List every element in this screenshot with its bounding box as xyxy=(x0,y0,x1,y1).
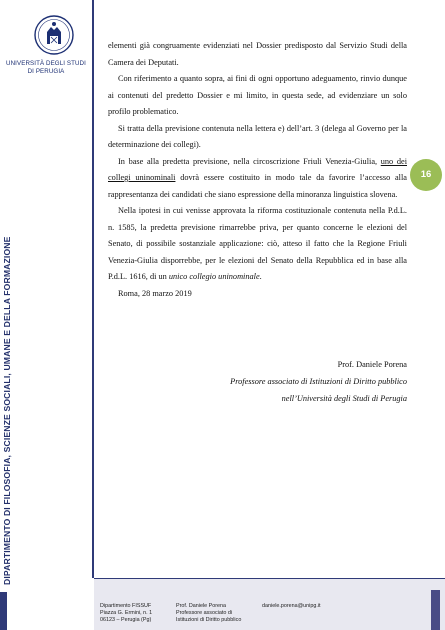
paragraph-5-text-a: Nella ipotesi in cui venisse approvata la riforma costituzionale contenuta nella P.d.L. n. 1585, la predetta previsione rimarrebbe priva, per quanto concerne le elezioni del Senato, di possibile sostanziale applicazione: ciò, atteso il fatto che la Regione Friuli Venezia-Giulia disporrebbe, per le elezioni del Senato della Repubblica ed in base alla P.d.L. 1616, di un xyxy=(108,206,407,281)
department-name-vertical: DIPARTIMENTO DI FILOSOFIA, SCIENZE SOCIALI, UMANE E DELLA FORMAZIONE xyxy=(2,236,12,585)
paragraph-2: Con riferimento a quanto sopra, ai fini di ogni opportuno adeguamento, rinvio dunque ai contenuti del predetto Dossier e mi limito, in questa sede, ad evidenziare un solo profilo problematico. xyxy=(108,74,407,116)
footer-author-line-1: Prof. Daniele Porena xyxy=(176,603,227,609)
university-name-line-2: DI PERUGIA xyxy=(27,67,65,75)
signatory-name: Prof. Daniele Porena xyxy=(337,360,407,369)
footer-email[interactable] xyxy=(262,603,321,610)
footer-department-address xyxy=(100,603,152,625)
paragraph-3: Si tratta della previsione contenuta nella lettera e) dell’art. 3 (delega al Governo per la determinazione dei collegi). xyxy=(108,123,407,149)
sidebar-vertical-rule xyxy=(92,0,94,578)
footer-divider xyxy=(94,578,445,579)
signature-block xyxy=(230,356,407,407)
footer-email-link[interactable]: daniele.porena@unipg.it xyxy=(262,603,321,609)
footer-author-info xyxy=(176,603,241,625)
paragraph-4-text-b: dovrà essere costituito in modo tale da favorire l’accesso alla rappresentanza dei candidati che siano espressione della minoranza linguistica slovena. xyxy=(108,173,407,199)
signatory-title: Professore associato di Istituzioni di Diritto pubblico xyxy=(230,377,407,386)
footer-author-line-2: Professore associato di xyxy=(176,610,233,617)
paragraph-5-text-b: . xyxy=(259,272,262,281)
university-seal-logo xyxy=(34,14,74,56)
paragraph-4 xyxy=(108,154,407,204)
paragraph-4-text-a: In base alla predetta previsione, nella circoscrizione Friuli Venezia-Giulia, xyxy=(118,156,381,166)
footer-department-line-1: Dipartimento FISSUF xyxy=(100,603,152,609)
footer-department-line-2: Piazza G. Ermini, n. 1 xyxy=(100,610,153,617)
place-date: Roma, 28 marzo 2019 xyxy=(118,288,192,298)
university-name-line-1: UNIVERSITÀ DEGLI STUDI xyxy=(6,60,86,67)
italic-phrase: unico collegio uninominale xyxy=(168,272,260,281)
underlined-phrase: uno dei collegi uninominali xyxy=(108,156,407,182)
footer-right-bar xyxy=(431,590,440,630)
paragraph-1: elementi già congruamente evidenziati nel Dossier predisposto dal Servizio Studi della Camera dei Deputati. xyxy=(108,41,407,67)
footer-department-line-3: 06123 – Perugia (Pg) xyxy=(100,617,152,624)
footer-accent-bar xyxy=(0,592,7,630)
university-name xyxy=(0,60,92,75)
page-number-badge: 16 xyxy=(410,159,442,191)
signatory-affiliation: nell’Università degli Studi di Perugia xyxy=(281,394,407,403)
footer-author-line-3: Istituzioni di Diritto pubblico xyxy=(176,617,242,624)
paragraph-5 xyxy=(108,203,407,286)
document-body xyxy=(108,38,407,302)
